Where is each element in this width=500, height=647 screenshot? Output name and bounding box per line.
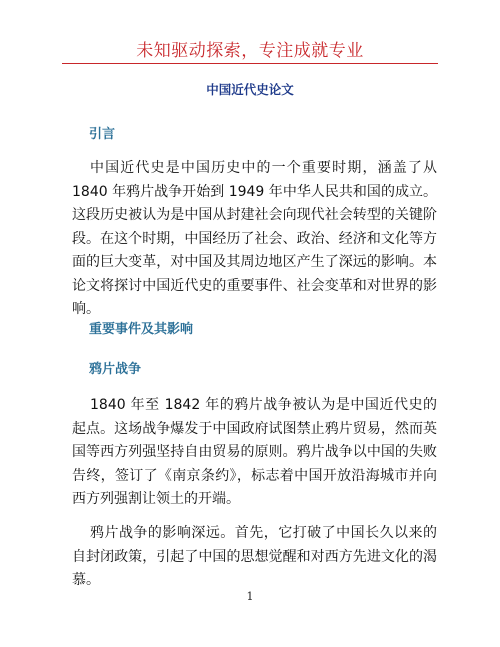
intro-paragraph: 中国近代史是中国历史中的一个重要时期，涵盖了从 1840 年鸦片战争开始到 1949 年中华人民共和国的成立。这段历史被认为是中国从封建社会向现代社会转型的关键阶段。在这个时期，中国经历了社会、政治、经济和文化等方面的巨大变革，对中国及其周边地区产生了深远的影响。本论文将探讨中国近代史的重要事件、社会变革和对世界的影响。 <box>72 160 437 317</box>
page-number: 1 <box>246 590 254 603</box>
header-divider <box>62 63 438 64</box>
section-heading-opium-war: 鸦片战争 <box>89 362 142 377</box>
document-title: 中国近代史论文 <box>206 82 294 97</box>
opium-war-paragraph-1: 1840 年至 1842 年的鸦片战争被认为是中国近代史的起点。这场战争爆发于中国政府试图禁止鸦片贸易，然而英国等西方列强坚持自由贸易的原则。鸦片战争以中国的失败告终，签订了《南京条约》，标志着中国开放沿海城市并向西方列强割让领土的开端。 <box>72 397 437 507</box>
header-slogan: 未知驱动探索，专注成就专业 <box>136 41 364 61</box>
opium-war-paragraph-2: 鸦片战争的影响深远。首先，它打破了中国长久以来的自封闭政策，引起了中国的思想觉醒和对西方先进文化的渴慕。 <box>72 525 437 588</box>
section-heading-intro: 引言 <box>89 127 116 142</box>
section-heading-events: 重要事件及其影响 <box>89 322 194 337</box>
